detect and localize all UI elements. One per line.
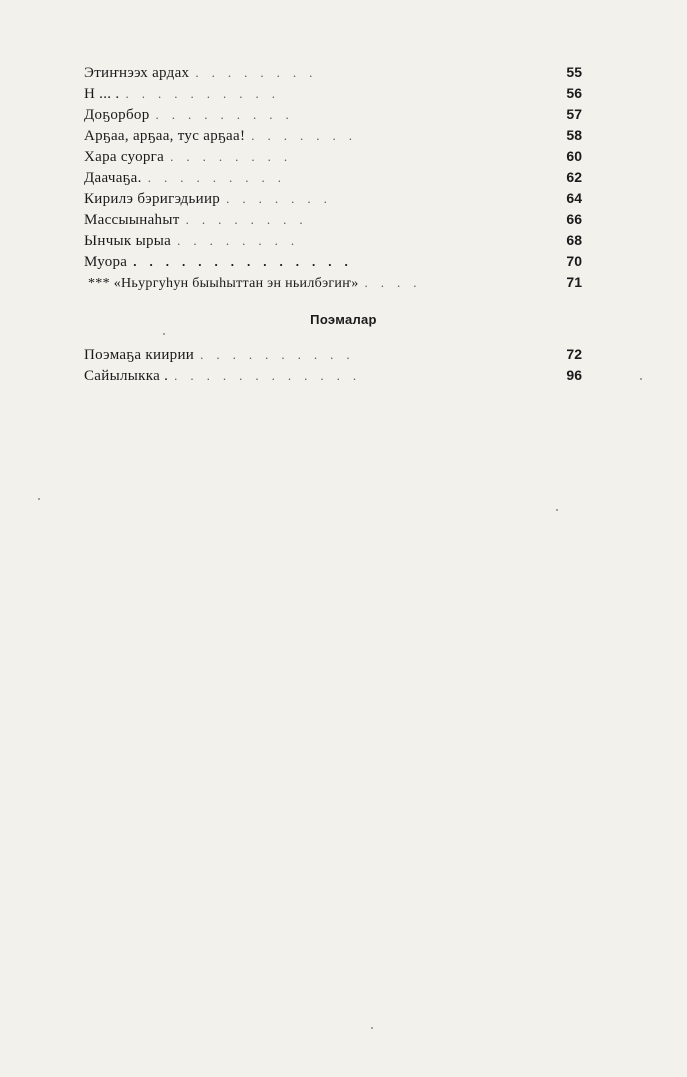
toc-entry-page: 60	[566, 148, 582, 164]
toc-entry-page: 68	[566, 232, 582, 248]
toc-entry-page: 70	[566, 253, 582, 269]
toc-entry	[84, 365, 582, 386]
toc-entry-page: 58	[566, 127, 582, 143]
toc-entry-title: Массыынаһыт	[84, 212, 180, 228]
toc-entry-page: 96	[566, 367, 582, 383]
dot-leader: ........	[170, 149, 301, 164]
table-of-contents-poems	[84, 62, 582, 293]
toc-entry-title: Доҕорбор	[84, 107, 150, 123]
dot-leader: ........	[195, 65, 326, 80]
toc-entry	[84, 209, 582, 230]
paper-speck	[163, 333, 165, 335]
dot-leader: ........	[185, 212, 316, 227]
toc-entry-page: 71	[566, 274, 582, 290]
paper-speck	[556, 509, 558, 511]
toc-entry	[84, 104, 582, 125]
toc-entry-title: Этиҥнээх ардах	[84, 65, 190, 81]
dot-leader: .........	[155, 107, 302, 122]
toc-entry	[84, 62, 582, 83]
toc-entry-page: 56	[566, 85, 582, 101]
toc-entry-page: 55	[566, 64, 582, 80]
toc-entry-title: Хара суорга	[84, 149, 165, 165]
toc-entry	[84, 125, 582, 146]
dot-leader: ..........	[125, 86, 288, 101]
table-of-contents-long-poems	[84, 344, 582, 386]
paper-speck	[38, 498, 40, 500]
toc-entry-title: Поэмаҕа киирии	[84, 347, 195, 363]
dot-leader: .........	[147, 170, 294, 185]
section-heading-poems: Поэмалар	[310, 312, 377, 327]
toc-entry-title: Н ... .	[84, 86, 120, 102]
toc-entry-page: 62	[566, 169, 582, 185]
toc-entry	[88, 272, 582, 293]
toc-entry-title: Даачаҕа.	[84, 170, 142, 186]
toc-entry-title: Ынчык ырыа	[84, 233, 172, 249]
toc-entry	[84, 251, 582, 272]
dot-leader: ........	[177, 233, 308, 248]
dot-leader: ....	[364, 275, 430, 290]
toc-entry-title: Кирилэ бэригэдьиир	[84, 191, 221, 207]
dot-leader: ..........	[200, 347, 363, 362]
paper-speck	[371, 1027, 373, 1029]
dot-leader: .......	[251, 128, 365, 143]
toc-entry	[84, 188, 582, 209]
toc-entry	[84, 344, 582, 365]
toc-entry-title: Муора	[84, 254, 128, 270]
dot-leader: ............	[174, 368, 370, 383]
toc-entry-title: Арҕаа, арҕаа, тус арҕаа!	[84, 128, 246, 144]
toc-entry	[84, 230, 582, 251]
toc-entry-page: 66	[566, 211, 582, 227]
toc-entry	[84, 83, 582, 104]
toc-entry	[84, 167, 582, 188]
toc-entry-title: Сайылыкка .	[84, 368, 169, 384]
toc-entry-page: 72	[566, 346, 582, 362]
toc-entry	[84, 146, 582, 167]
dot-leader: .......	[226, 191, 340, 206]
dot-leader: ..............	[133, 254, 361, 269]
paper-speck	[640, 378, 642, 380]
toc-entry-page: 64	[566, 190, 582, 206]
toc-entry-page: 57	[566, 106, 582, 122]
toc-entry-title: *** «Ньургуһун быыһыттан эн ньилбэгиҥ»	[88, 276, 359, 291]
